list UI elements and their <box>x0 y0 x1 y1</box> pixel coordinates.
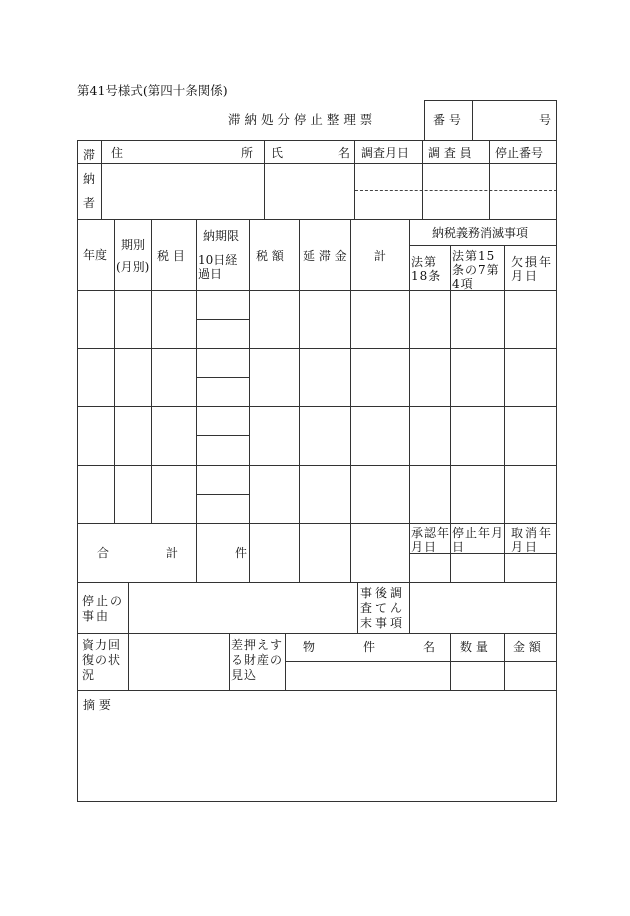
rule <box>128 633 129 690</box>
rule <box>77 633 557 634</box>
stop-number-label: 停止番号 <box>495 146 544 160</box>
ext-col-law18: 法第18条 <box>411 255 442 283</box>
ext-col-loss-date: 欠損年月日 <box>511 255 554 283</box>
rule <box>77 163 557 164</box>
col-period: 期別 <box>121 238 146 252</box>
amount-label: 金 額 <box>513 640 541 654</box>
dashed-rule <box>355 190 557 191</box>
col-period-sub: (月別) <box>116 260 150 274</box>
rule <box>409 245 557 246</box>
rule <box>422 140 423 219</box>
col-late-fee: 延 滞 金 <box>303 249 347 263</box>
extinction-header: 納税義務消滅事項 <box>432 226 529 240</box>
rule <box>114 219 115 523</box>
rule <box>489 140 490 219</box>
rule <box>77 219 557 220</box>
rule <box>101 140 102 219</box>
rule <box>450 633 451 690</box>
rule <box>77 140 78 801</box>
rule <box>556 100 557 801</box>
summary-label: 摘 要 <box>83 698 111 712</box>
total-label-2: 計 <box>166 546 179 560</box>
item-name-2: 件 <box>363 640 376 654</box>
col-tax: 税 目 <box>157 249 185 263</box>
rule <box>77 140 557 141</box>
rule <box>285 633 286 690</box>
rule <box>409 219 410 582</box>
stop-date-label: 停止年月日 <box>452 526 505 554</box>
ext-col-law15: 法第15条の7第4項 <box>452 249 500 291</box>
delinquent-label-3: 者 <box>83 196 96 210</box>
rule <box>264 140 265 219</box>
name-label-head: 氏 <box>271 146 284 160</box>
rule <box>151 219 152 523</box>
item-name-3: 名 <box>423 640 436 654</box>
post-survey-label: 事後調査てん末事項 <box>360 586 406 630</box>
rule <box>196 494 249 495</box>
rule <box>504 633 505 690</box>
rule <box>424 100 557 101</box>
delinquent-label-2: 納 <box>83 172 96 186</box>
form-label: 第41号様式(第四十条関係) <box>77 83 228 98</box>
rule <box>285 661 557 662</box>
stop-reason-label: 停止の事由 <box>82 594 125 623</box>
form-title: 滞 納 処 分 停 止 整 理 票 <box>228 112 373 127</box>
rule <box>77 406 557 407</box>
rule <box>196 435 249 436</box>
col-deadline-sub: 10日経過日 <box>198 253 238 281</box>
rule <box>299 219 300 582</box>
rule <box>196 219 197 582</box>
investigator-label: 調 査 員 <box>428 146 472 160</box>
rule <box>229 633 230 690</box>
rule <box>128 582 129 633</box>
number-label: 番 号 <box>433 113 461 127</box>
rule <box>196 319 249 320</box>
seizable-property-label: 差押えする財産の見込 <box>231 638 284 682</box>
cancel-date-label: 取消年月日 <box>511 526 554 554</box>
total-label-1: 合 <box>97 546 110 560</box>
rule <box>196 377 249 378</box>
number-suffix: 号 <box>539 113 552 127</box>
rule <box>249 219 250 582</box>
survey-date-label: 調査月日 <box>361 146 410 160</box>
delinquent-label-1: 滞 <box>83 148 96 162</box>
address-label-head: 住 <box>111 146 124 160</box>
col-amount: 税 額 <box>256 249 284 263</box>
rule <box>77 348 557 349</box>
rule <box>77 690 557 691</box>
item-name-1: 物 <box>303 640 316 654</box>
rule <box>77 582 557 583</box>
col-year: 年度 <box>83 248 108 262</box>
rule <box>77 523 557 524</box>
rule <box>504 245 505 582</box>
rule <box>354 140 355 219</box>
col-total: 計 <box>374 249 387 263</box>
rule <box>77 465 557 466</box>
address-label-tail: 所 <box>241 146 254 160</box>
rule <box>357 582 358 633</box>
col-deadline: 納期限 <box>203 229 240 243</box>
quantity-label: 数 量 <box>460 640 488 654</box>
recovery-label: 資力回復の状況 <box>82 638 122 682</box>
rule <box>472 100 473 140</box>
name-label-tail: 名 <box>338 146 351 160</box>
approval-date-label: 承認年月日 <box>411 526 451 554</box>
items-unit: 件 <box>235 546 248 560</box>
rule <box>350 219 351 582</box>
rule <box>77 801 557 802</box>
rule <box>424 100 425 140</box>
